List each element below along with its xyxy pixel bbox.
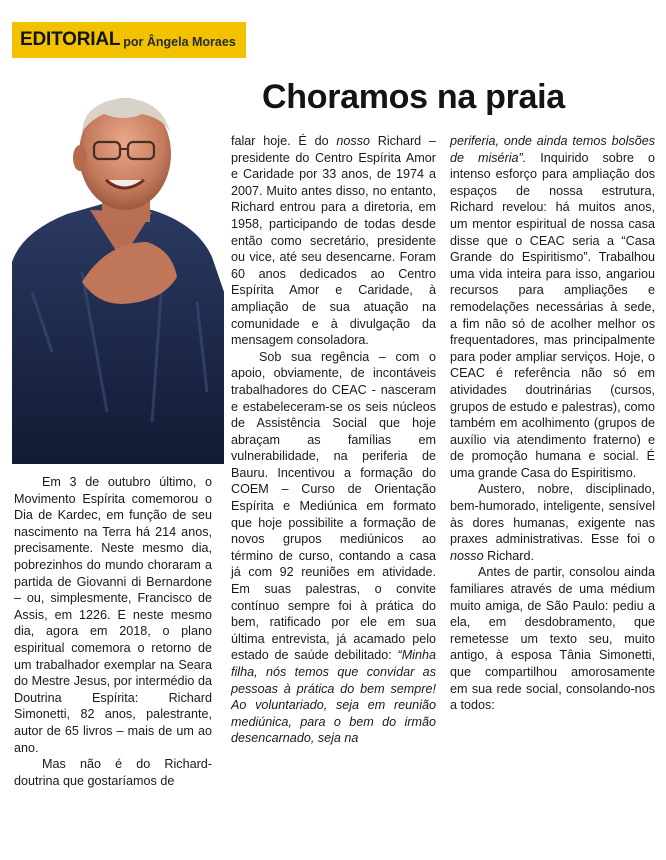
portrait-photo — [12, 92, 224, 464]
text-run: Austero, nobre, disciplinado, bem-humorado, inteligente, sensível às dores humanas, exigente nas praxes administrativas. Esse foi o — [450, 482, 655, 547]
article-title: Choramos na praia — [262, 78, 565, 116]
text-run: Richard – presidente do Centro Espírita Amor e Caridade por 33 anos, de 1974 a 2007. Muito antes disso, no entanto, Richard entrou para a diretoria, em 1958, participando de todas desde então como secretário, presidente ou vice, até seu desencarne. Foram 60 anos dedicados ao Centro Espírita Amor e Caridade, à ampliação de sua atuação na comunidade e à divulgação da mensagem consoladora. — [231, 134, 436, 348]
text-run: Inquirido sobre o intenso esforço para ampliação dos espaços de nossa estrutura, Richard revelou: há muitos anos, um mentor espiritual de nossa casa disse que o CEAC seria a “Casa Grande do Espiritismo”. Trabalhou uma vida inteira para isso, angariou recursos para ampliações e remodelações necessárias à sede, a fim não só de acolher melhor os frequentadores, mas principalmente para poder ampliar serviços. Hoje, o CEAC é referência não só em atividades doutrinárias (cursos, grupos de estudo e palestras), como também em acolhimento (grupos de auxílio via atendimento fraterno) e de promoção humana e social. É uma grande Casa do Espiritismo. — [450, 150, 655, 480]
author-byline: por Ângela Moraes — [123, 34, 236, 49]
paragraph — [231, 349, 436, 747]
section-label: EDITORIAL — [20, 29, 121, 50]
paragraph — [450, 133, 655, 481]
text-run: falar hoje. É do — [231, 134, 337, 148]
quote: periferia, onde ainda temos bolsões de miséria”. — [450, 134, 655, 165]
column-1 — [14, 474, 212, 789]
emphasis: nosso — [450, 548, 484, 563]
paragraph: Em 3 de outubro último, o Movimento Espírita comemorou o Dia de Kardec, em função de seu nascimento na Terra há 214 anos, precisamente. Neste mesmo dia, pobrezinhos do mundo choraram a partida de Giovanni di Bernardone – ou, simplesmente, Francisco de Assis, em 1226. E neste mesmo dia, agora em 2018, o plano espiritual comemora o retorno de um trabalhador exemplar na Seara do Mestre Jesus, por intermédio da Doutrina Espírita: Richard Simonetti, 82 anos, palestrante, autor de 65 livros – mais de um ao ano. — [14, 475, 212, 755]
column-3 — [450, 133, 655, 714]
text-run: Sob sua regência – com o apoio, obviamente, de incontáveis trabalhadores do CEAC - nasceram e estabeleceram-se os seis núcleos de Assistência Social que hoje abraçam as famílias em vulnerabilidade, na periferia de Bauru. Incentivou a formação do COEM – Curso de Orientação Espírita e Mediúnica em formato que hoje possibilite a formação de novos grupos mediúnicos ao término de curso, contando a casa já com 92 reuniões em atividade. Em suas palestras, o convite contínuo sempre foi à prática do bem, ratificado por ele em sua última entrevista, já acamado pelo estado de saúde debilitado: — [231, 349, 436, 663]
column-2 — [231, 133, 436, 747]
quote: “Minha filha, nós temos que convidar as pessoas à prática do bem sempre! Ao voluntariado, seja em reunião mediúnica, para o bem do irmão desencarnado, seja na — [231, 648, 436, 746]
paragraph — [231, 133, 436, 349]
paragraph — [450, 481, 655, 564]
text-run: Richard. — [483, 548, 535, 563]
paragraph: Mas não é do Richard-doutrina que gostaríamos de — [14, 757, 212, 788]
emphasis: nosso — [336, 134, 370, 148]
section-tag — [12, 22, 246, 58]
paragraph: Antes de partir, consolou ainda familiares através de uma médium muito amiga, de São Paulo: pediu a ela, em desdobramento, que remetesse um texto seu, muito antigo, à esposa Tânia Simonetti, que compartilhou amorosamente em sua rede social, consolando-nos a todos: — [450, 565, 655, 713]
